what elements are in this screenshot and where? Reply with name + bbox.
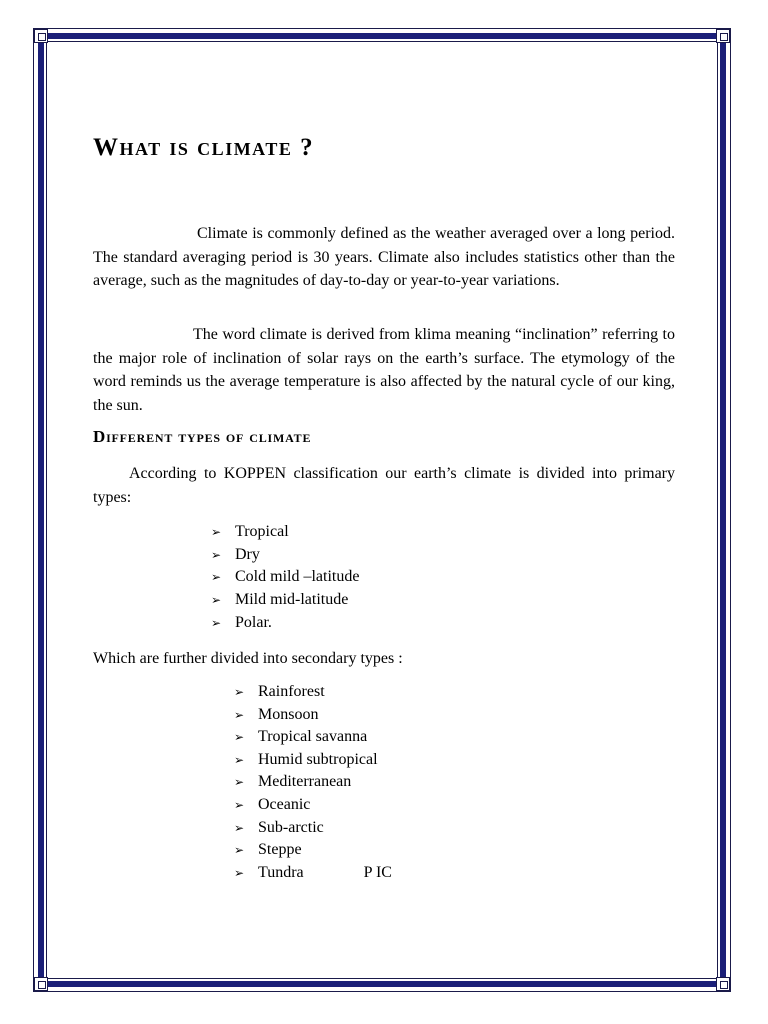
arrowhead-bullet-icon: ➢ (234, 730, 245, 745)
paragraph-secondary-intro: Which are further divided into secondary types : (93, 650, 403, 667)
list-item: ➢ Tropical savanna (234, 726, 392, 749)
list-item: ➢ Mediterranean (234, 771, 392, 794)
paragraph-koppen-intro: According to KOPPEN classification our earth’s climate is divided into primary types: (93, 465, 675, 506)
list-item: ➢ Cold mild –latitude (211, 566, 359, 589)
arrowhead-bullet-icon: ➢ (234, 797, 245, 812)
list-item: ➢ Humid subtropical (234, 749, 392, 772)
corner-ornament-bottom-left (34, 977, 48, 991)
section-heading: Different types of climate (93, 427, 312, 446)
corner-ornament-top-right (716, 29, 730, 43)
arrowhead-bullet-icon: ➢ (211, 547, 222, 562)
corner-ornament-bottom-right (716, 977, 730, 991)
list-item: ➢ Steppe (234, 839, 392, 862)
arrowhead-bullet-icon: ➢ (234, 820, 245, 835)
arrowhead-bullet-icon: ➢ (234, 865, 245, 880)
list-item: ➢ Tundra P IC (234, 862, 392, 885)
page-title: What is climate ? (93, 134, 315, 161)
arrowhead-bullet-icon: ➢ (211, 525, 222, 539)
arrowhead-bullet-icon: ➢ (234, 752, 245, 767)
list-item: ➢ Rainforest (234, 681, 392, 704)
paragraph-etymology: The word climate is derived from klima meaning “inclination” referring to the major role of inclination of solar rays on the earth’s surface. The etymology of the word reminds us the average temperature is also affected by the natural cycle of our king, the sun. (93, 326, 675, 414)
corner-ornament-top-left (34, 29, 48, 43)
list-item: ➢ Tropical (211, 521, 359, 544)
pic-placeholder-label: P IC (363, 863, 392, 881)
list-item: ➢ Oceanic (234, 794, 392, 817)
arrowhead-bullet-icon: ➢ (211, 570, 222, 585)
list-item: ➢ Sub-arctic (234, 817, 392, 840)
list-item: ➢ Polar. (211, 612, 359, 635)
arrowhead-bullet-icon: ➢ (234, 685, 245, 699)
secondary-types-list (234, 681, 392, 884)
arrowhead-bullet-icon: ➢ (234, 843, 245, 858)
paragraph-climate-definition: Climate is commonly defined as the weather averaged over a long period. The standard averaging period is 30 years. Climate also includes statistics other than the average, such as the magnitudes of day-to-day or year-to-year variations. (93, 225, 675, 289)
arrowhead-bullet-icon: ➢ (211, 615, 222, 630)
list-item: ➢ Mild mid-latitude (211, 589, 359, 612)
arrowhead-bullet-icon: ➢ (211, 593, 222, 608)
arrowhead-bullet-icon: ➢ (234, 775, 245, 790)
list-item: ➢ Dry (211, 544, 359, 567)
list-item: ➢ Monsoon (234, 704, 392, 727)
primary-types-list (211, 521, 359, 634)
arrowhead-bullet-icon: ➢ (234, 707, 245, 722)
